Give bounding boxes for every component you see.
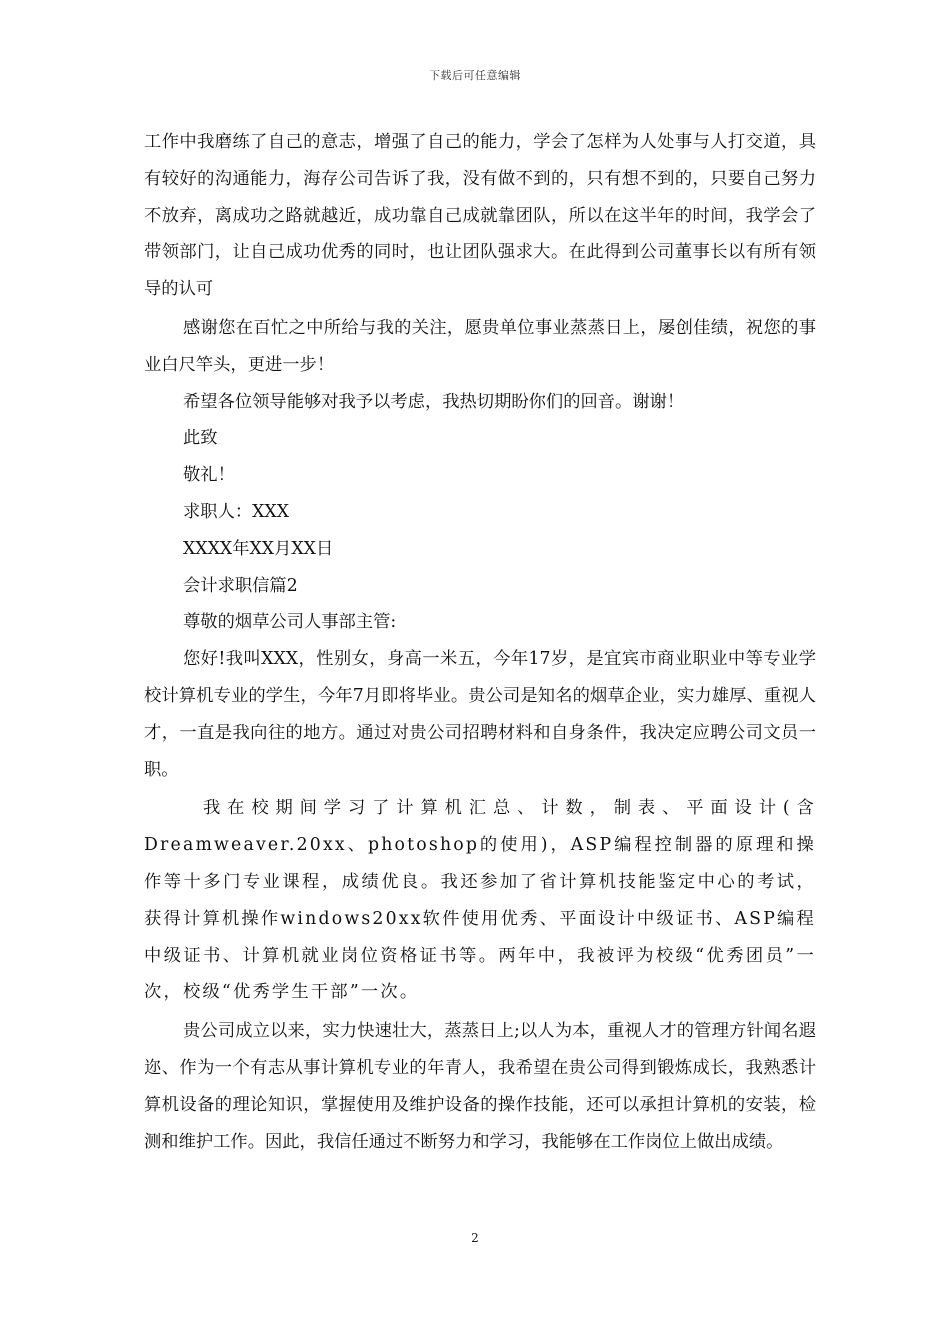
paragraph-hope: 希望各位领导能够对我予以考虑，我热切期盼你们的回音。谢谢！ [183,391,685,412]
page-number: 2 [471,1231,479,1245]
closing-regards: 敬礼！ [183,465,235,486]
paragraph-study: 我在校期间学习了计算机汇总、计数，制表、平面设计(含Dreamweaver.20xx、photoshop的使用)，ASP编程控制器的原理和操作等十多门专业课程，成绩优良。我还参加了省计算机技能鉴定中心的考试，获得计算机操作windows20xx软件使用优秀、平面设计中级证书、ASP编程中级证书、计算机就业岗位资格证书等。两年中，我被评为校级“优秀团员”一次，校级“优秀学生干部”一次。 [144,798,816,1003]
section-title: 会计求职信篇2 [183,575,298,596]
letter-greeting: 尊敬的烟草公司人事部主管: [183,612,397,633]
paragraph-intro: 您好!我叫XXX，性别女，身高一米五，今年17岁，是宜宾市商业职业中等专业学校计算机专业的学生，今年7月即将毕业。贵公司是知名的烟草企业，实力雄厚、重视人才，一直是我向往的地方。通过对贵公司招聘材料和自身条件，我决定应聘公司文员一职。 [144,649,816,780]
applicant-name: 求职人：XXX [183,501,290,522]
paragraph-continuation: 工作中我磨练了自己的意志，增强了自己的能力，学会了怎样为人处事与人打交道，具有较好的沟通能力，海存公司告诉了我，没有做不到的，只有想不到的，只要自己努力不放弃，离成功之路就越近，成功靠自己成就靠团队，所以在这半年的时间，我学会了带领部门，让自己成功优秀的同时，也让团队强求大。在此得到公司董事长以有所有领导的认可 [144,132,816,300]
page-header-note: 下载后可任意编辑 [429,69,521,82]
paragraph-company: 贵公司成立以来，实力快速壮大，蒸蒸日上;以人为本，重视人才的管理方针闻名遐迩、作为一个有志从事计算机专业的年青人，我希望在贵公司得到锻炼成长，我熟悉计算机设备的理论知识，掌握使用及维护设备的操作技能，还可以承担计算机的安装，检测和维护工作。因此，我信任通过不断努力和学习，我能够在工作岗位上做出成绩。 [144,1021,816,1152]
document-body [144,124,816,1160]
closing-salutation: 此致 [183,428,218,449]
letter-date: XXXX年XX月XX日 [183,538,334,559]
paragraph-thanks: 感谢您在百忙之中所给与我的关注，愿贵单位事业蒸蒸日上，屡创佳绩，祝您的事业白尺竿头，更进一步！ [144,317,816,375]
